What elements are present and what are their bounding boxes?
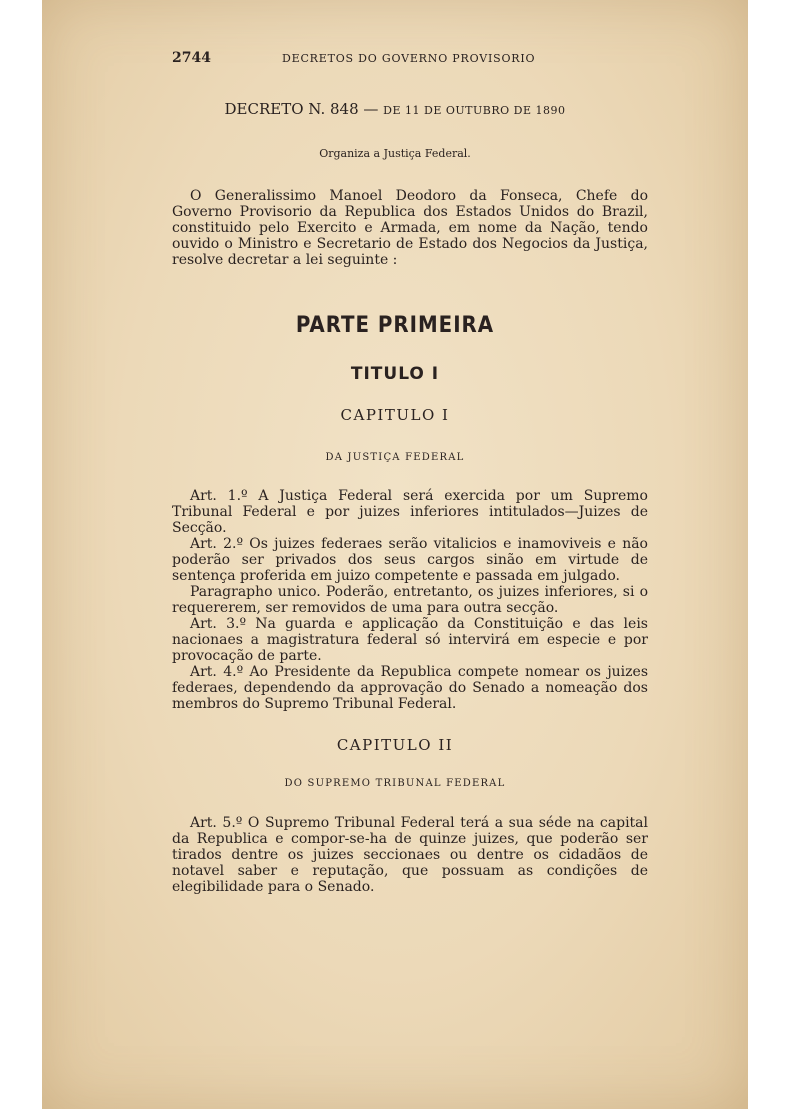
decree-summary: Organiza a Justiça Federal. (319, 147, 471, 160)
titulo-heading: TITULO I (350, 364, 440, 384)
chapter-1-heading: CAPITULO I (340, 406, 450, 424)
article-2: Art. 2.º Os juizes federaes serão vitalicios e inamoviveis e não poderão ser privados dos seus cargos sinão em virtude de sentença proferida em juizo competente e passada em julgado. (172, 536, 648, 584)
part-title: PARTE PRIMEIRA (295, 313, 495, 338)
article-3: Art. 3.º Na guarda e applicação da Constituição e das leis nacionaes a magistratura federal só intervirá em especie e por provocação de parte. (172, 616, 648, 664)
chapter-2-subheading: DO SUPREMO TRIBUNAL FEDERAL (284, 778, 506, 789)
document-page (42, 0, 748, 1109)
chapter-2-heading: CAPITULO II (336, 736, 454, 754)
running-head: DECRETOS DO GOVERNO PROVISORIO (282, 52, 536, 65)
decree-title-date: DE 11 DE OUTUBRO DE 1890 (383, 104, 566, 117)
page-number: 2744 (172, 50, 211, 66)
decree-title (42, 100, 748, 118)
article-2-paragraph: Paragrapho unico. Poderão, entretanto, os juizes inferiores, si o requererem, ser removidos de uma para outra secção. (172, 584, 648, 616)
page-header (172, 50, 642, 70)
chapter-1-subheading: DA JUSTIÇA FEDERAL (325, 452, 465, 463)
chapter-2-articles (172, 815, 648, 895)
chapter-1-articles (172, 488, 648, 712)
article-1: Art. 1.º A Justiça Federal será exercida por um Supremo Tribunal Federal e por juizes inferiores intitulados—Juizes de Secção. (172, 488, 648, 536)
decree-title-main: DECRETO N. 848 — (224, 100, 379, 118)
article-5: Art. 5.º O Supremo Tribunal Federal terá a sua séde na capital da Republica e compor-se-ha de quinze juizes, que poderão ser tirados dentre os juizes seccionaes ou dentre os cidadãos de notavel saber e reputação, que possuam as condições de elegibilidade para o Senado. (172, 815, 648, 895)
article-4: Art. 4.º Ao Presidente da Republica compete nomear os juizes federaes, dependendo da approvação do Senado a nomeação dos membros do Supremo Tribunal Federal. (172, 664, 648, 712)
preamble-paragraph: O Generalissimo Manoel Deodoro da Fonseca, Chefe do Governo Provisorio da Republica dos Estados Unidos do Brazil, constituido pelo Exercito e Armada, em nome da Nação, tendo ouvido o Ministro e Secretario de Estado dos Negocios da Justiça, resolve decretar a lei seguinte : (172, 188, 648, 268)
